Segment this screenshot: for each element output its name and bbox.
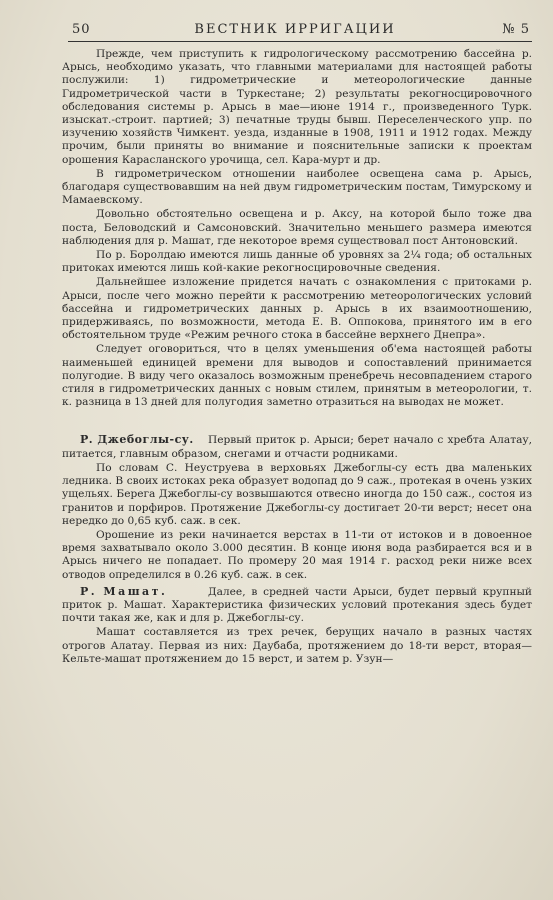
paragraph: Дальнейшее изложение придется начать с ознакомления с притоками р. Арыси, после чего можно перейти к рассмотрению метеорологических условий бассейна и гидрометрических данных р. Арысь в их взаимоотношению, придерживаясь, по возможности, метода Е. В. Оппокова, принятого им в его обстоятельном труде «Режим речного стока в бассейне верхнего Днепра». [62,276,532,342]
section-lead: Далее, в средней части Арыси, будет первый крупный приток р. Машат. Характеристика физических условий протекания здесь будет почти такая же, как и для р. Джебоглы-су. [62,585,532,625]
paragraph: Орошение из реки начинается верстах в 11-ти от истоков и в довоенное время захватывало около 3.000 десятин. В конце июня вода разбирается вся и в Арысь ничего не попадает. По промеру 20 мая 1914 г. расход реки ниже всех отводов определился в 0.26 куб. саж. в сек. [62,528,532,581]
section-mashat [62,585,532,666]
header-rule [68,41,532,42]
paragraph: В гидрометрическом отношении наиболее освещена сама р. Арысь, благодаря существовавшим на ней двум гидрометрическим постам, Тимурскому и Мамаевскому. [62,167,532,207]
section-heading: Р. Машат. [80,584,168,598]
paragraph: Прежде, чем приступить к гидрологическому рассмотрению бассейна р. Арысь, необходимо указать, что главными материалами для настоящей работы послужили: 1) гидрометрические и метеорологические данные Гидрометрической части в Туркестане; 2) результаты рекогносцировочного обследования системы р. Арысь в мае—июне 1914 г., произведенного Турк. изыскат.-строит. партией; 3) печатные труды бывш. Переселенческого упр. по изучению хозяйств Чимкент. уезда, изданные в 1908, 1911 и 1912 годах. Между прочим, были приняты во внимание и пояснительные записки к проектам орошения Карасланского урочища, сел. Кара-мурт и др. [62,48,532,166]
paragraph: Довольно обстоятельно освещена и р. Аксу, на которой было тоже два поста, Беловодский и Самсоновский. Значительно меньшего размера имеются наблюдения для р. Машат, где некоторое время существовал пост Антоновский. [62,208,532,247]
issue-number: № 5 [502,22,530,37]
section-heading: Р. Джебоглы-су. [80,433,194,447]
section-gap [62,410,532,430]
journal-title: ВЕСТНИК ИРРИГАЦИИ [194,22,396,37]
page-number: 50 [72,22,91,37]
page-header [60,22,530,40]
section-jeboglysu [62,433,532,581]
article-body [62,48,532,667]
section-lead: Первый приток р. Арыси; берет начало с хребта Алатау, питается, главным образом, снегами и отчасти родниками. [62,434,532,460]
paragraph: Следует оговориться, что в целях уменьшения об'ема настоящей работы наименьшей единицей времени для выводов и сопоставлений принимается полугодие. В виду чего оказалось возможным пренебречь несовпадением старого стиля в гидрометрических данных с новым стилем, принятым в метеорологии, т. к. разница в 13 дней для полугодия заметно отразиться на выводах не может. [62,343,532,409]
paragraph: По р. Боролдаю имеются лишь данные об уровнях за 2¼ года; об остальных притоках имеются лишь кой-какие рекогносцировочные сведения. [62,249,532,275]
paragraph: По словам С. Неуструева в верховьях Джебоглы-су есть два маленьких ледника. В своих истоках река образует водопад до 9 саж., протекая в очень узких ущельях. Берега Джебоглы-су возвышаются отвесно иногда до 150 саж., состоя из гранитов и порфиров. Протяжение Джебоглы-су достигает 20-ти верст; несет она нередко до 0,65 куб. саж. в сек. [62,461,532,527]
paragraph: Машат составляется из трех речек, берущих начало в разных частях отрогов Алатау. Первая из них: Даубаба, протяжением до 18-ти верст, вторая—Кельте-машат протяжением до 15 верст, и затем р. Узун— [62,626,532,665]
